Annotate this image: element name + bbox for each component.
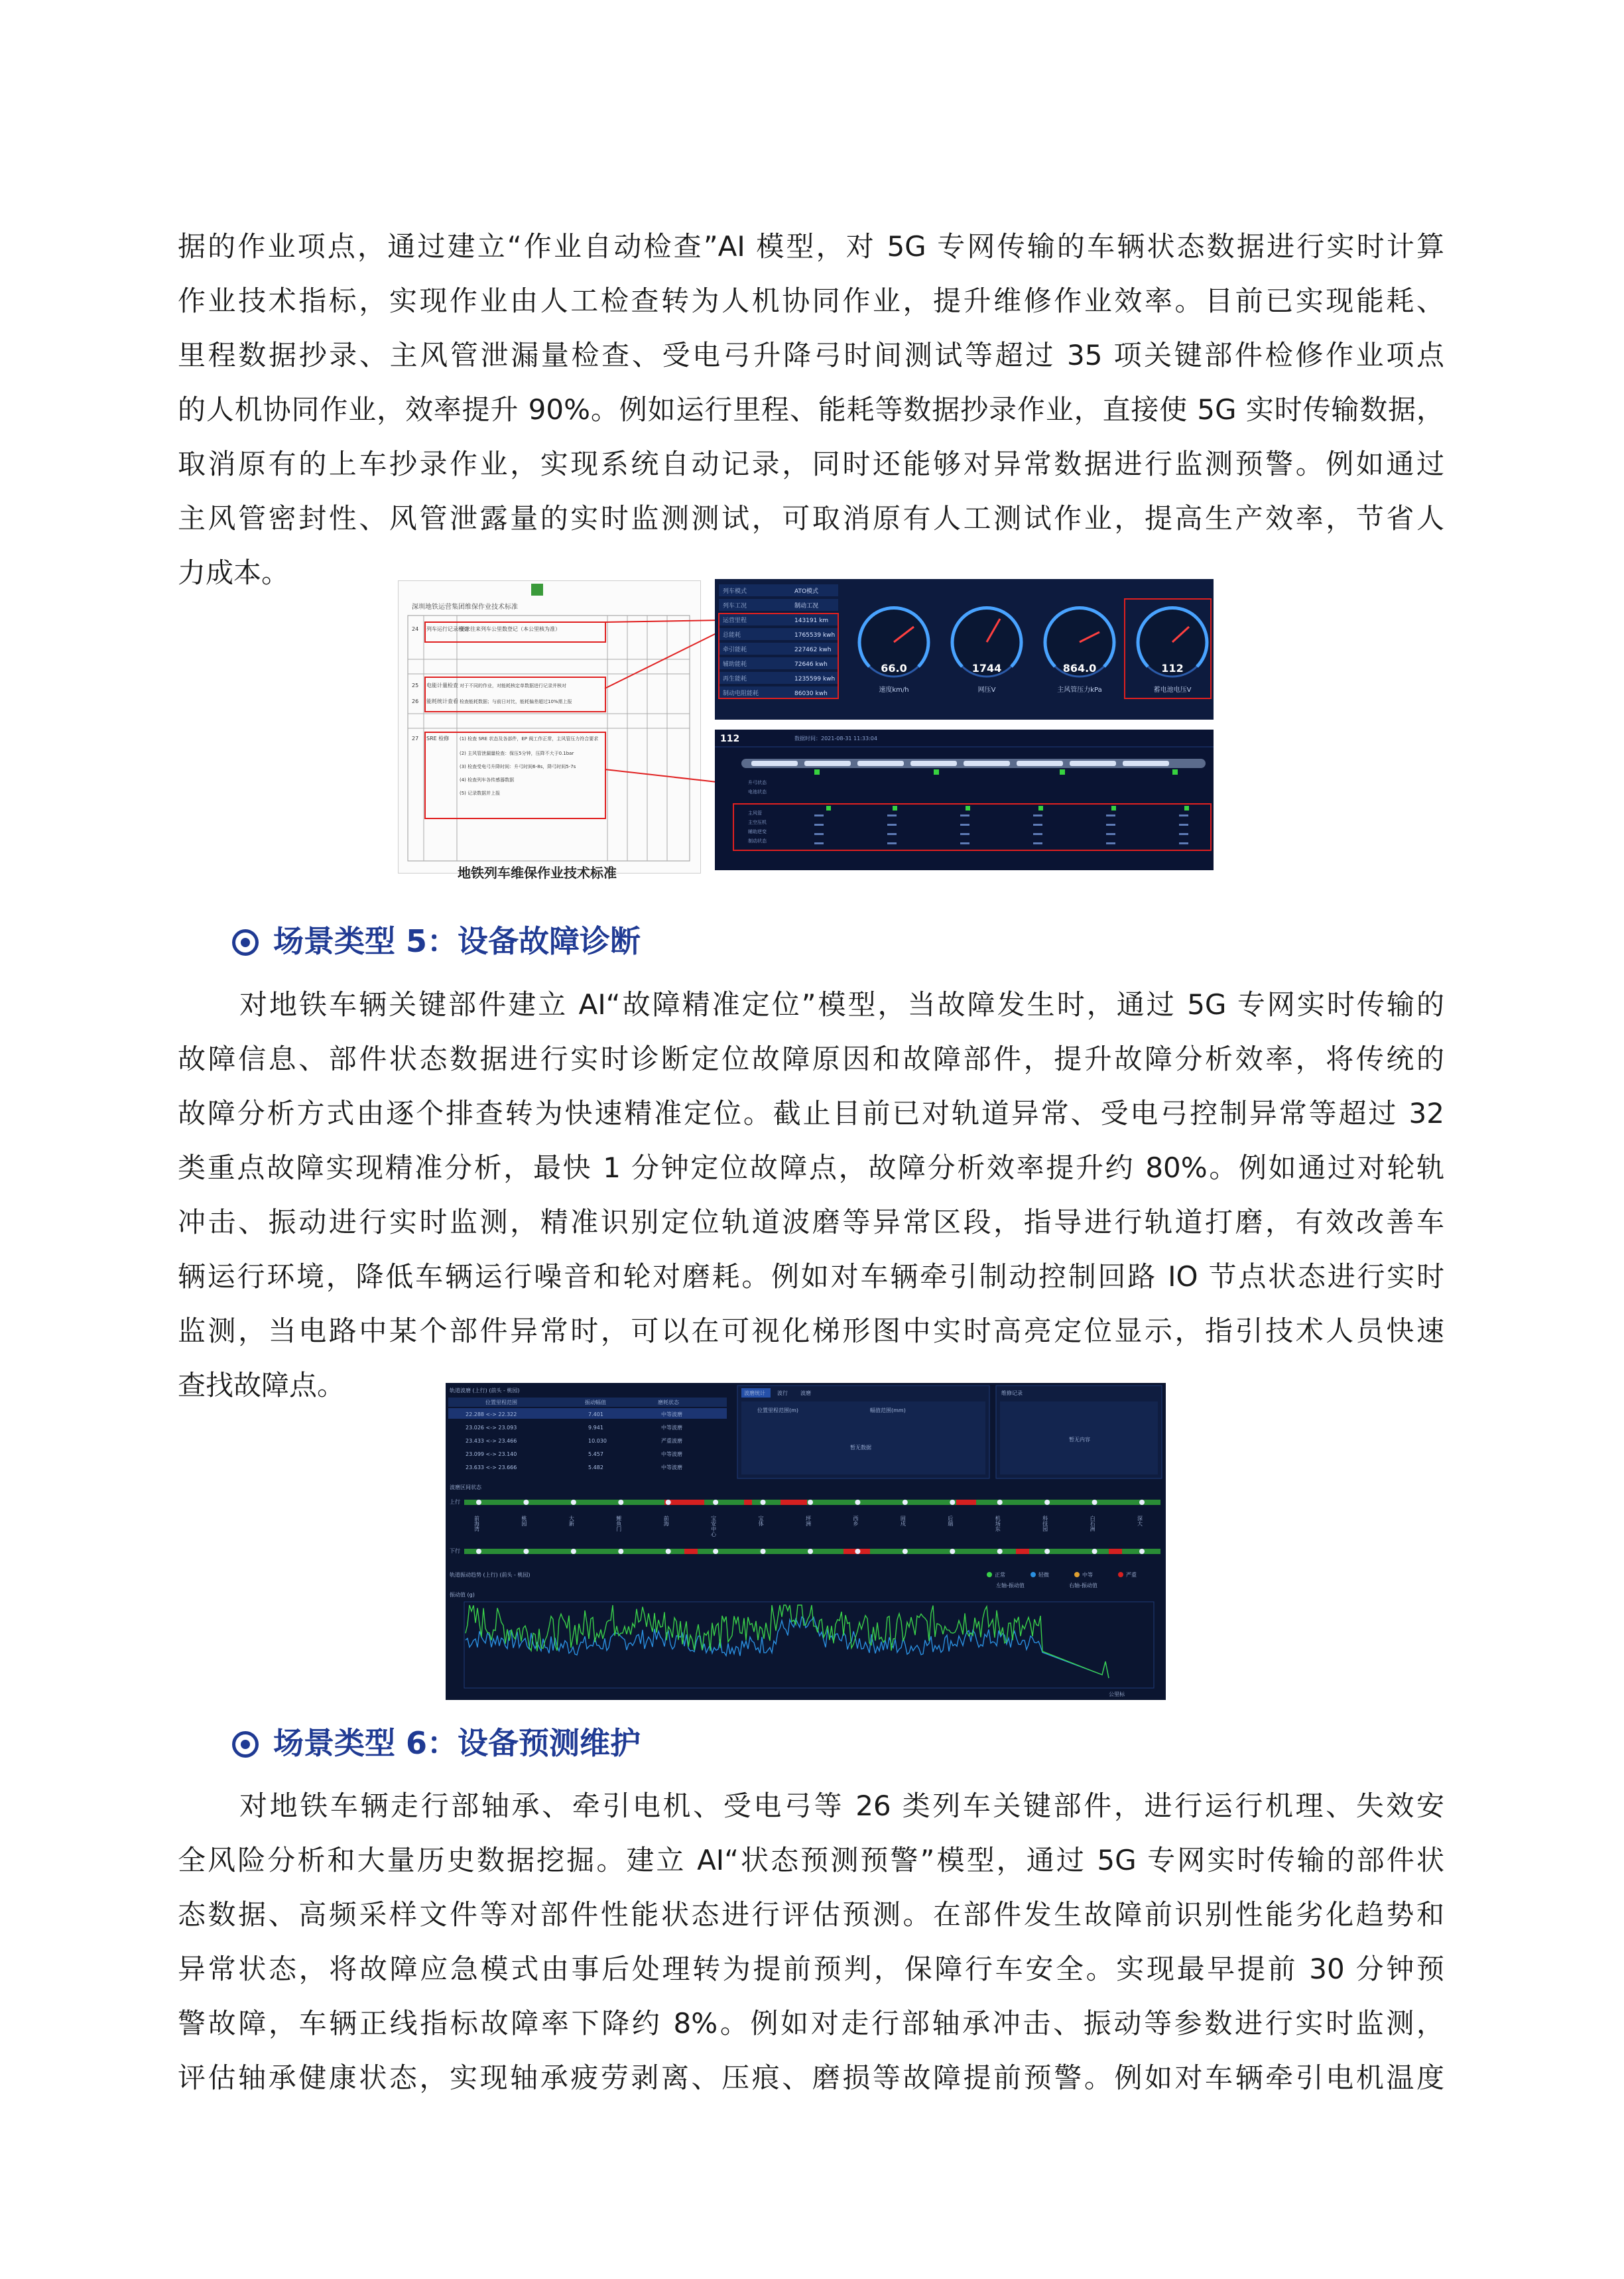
svg-text:要求往来列车公里数登记（本公里核为准）: 要求往来列车公里数登记（本公里核为准） — [460, 626, 560, 632]
svg-text:26: 26 — [412, 698, 419, 704]
series-legend-label: 左轴-振动值 — [996, 1583, 1025, 1589]
svg-text:电池状态: 电池状态 — [748, 789, 767, 795]
svg-text:25: 25 — [412, 683, 419, 688]
paragraph-line: 取消原有的上车抄录作业，实现系统自动记录，同时还能够对异常数据进行监测预警。例如通过 — [178, 448, 1444, 480]
paragraph-line: 力成本。 — [178, 556, 290, 589]
paragraph-line: 据的作业项点，通过建立“作业自动检查”AI 模型，对 5G 专网传输的车辆状态数据进行实时计算 — [178, 230, 1444, 263]
svg-text:864.0: 864.0 — [1062, 662, 1097, 675]
svg-text:暂无内容: 暂无内容 — [1069, 1437, 1090, 1443]
svg-text:幅值范围(mm): 幅值范围(mm) — [870, 1407, 906, 1413]
station-label: 白石洲 — [1090, 1516, 1096, 1531]
highlight-box — [425, 732, 605, 818]
station-dot — [950, 1500, 955, 1505]
svg-text:对于不同的作业，对能耗核定单数据进行记录并核对: 对于不同的作业，对能耗核定单数据进行记录并核对 — [460, 683, 566, 688]
svg-text:22.288 <-> 22.322: 22.288 <-> 22.322 — [466, 1411, 517, 1417]
station-dot — [855, 1549, 860, 1554]
svg-text:振动幅值: 振动幅值 — [585, 1400, 606, 1405]
svg-text:主风管: 主风管 — [748, 811, 762, 816]
svg-text:中等波磨: 中等波磨 — [661, 1411, 682, 1417]
station-dot — [1044, 1549, 1050, 1554]
svg-text:振动值 (g): 振动值 (g) — [450, 1592, 475, 1598]
paragraph-line: 里程数据抄录、主风管泄漏量检查、受电弓升降弓时间测试等超过 35 项关键部件检修作业项点 — [178, 339, 1444, 371]
svg-text:速度km/h: 速度km/h — [879, 686, 909, 694]
station-label: 鲤鱼门 — [615, 1516, 622, 1531]
paragraph-line: 主风管密封性、风管泄露量的实时监测测试，可取消原有人工测试作业，提高生产效率，节省人 — [178, 502, 1444, 535]
legend-marker — [987, 1572, 992, 1577]
svg-text:上行: 上行 — [450, 1499, 460, 1505]
station-dot — [523, 1549, 529, 1554]
panel-title: 轨道波磨 (上行) (前头 - 桃园) — [450, 1388, 520, 1394]
svg-text:列车模式: 列车模式 — [723, 588, 747, 595]
svg-text:(3) 检查受电弓升降时间：升弓时间6-8s，降弓时间5-7: (3) 检查受电弓升降时间：升弓时间6-8s，降弓时间5-7s — [460, 764, 576, 769]
logo-icon — [531, 584, 543, 596]
svg-text:27: 27 — [412, 736, 419, 742]
station-label: 科技园 — [1042, 1516, 1048, 1531]
station-dot — [571, 1549, 576, 1554]
paragraph-line: 查找故障点。 — [178, 1369, 345, 1401]
svg-text:主空压机: 主空压机 — [748, 820, 767, 825]
paragraph-line: 态数据、高频采样文件等对部件性能状态进行评估预测。在部件发生故障前识别性能劣化趋势和 — [178, 1898, 1444, 1931]
svg-text:1765539 kwh: 1765539 kwh — [794, 632, 836, 639]
svg-text:(1) 检查 SRE 状态及各部件，EP 阀工作正常，主风管: (1) 检查 SRE 状态及各部件，EP 阀工作正常，主风管压力符合要求 — [460, 736, 599, 742]
svg-text:网压V: 网压V — [977, 686, 996, 694]
paragraph-1 — [178, 220, 1444, 600]
section-heading-5: 场景类型 5：设备故障诊断 — [232, 917, 641, 961]
legend-label: 轻微 — [1038, 1572, 1049, 1578]
series-legend-label: 右轴-振动值 — [1069, 1583, 1097, 1589]
svg-text:143191 km: 143191 km — [794, 618, 829, 624]
svg-text:86030 kwh: 86030 kwh — [794, 690, 828, 697]
station-dot — [808, 1549, 813, 1554]
svg-text:SRE 检修: SRE 检修 — [426, 736, 450, 742]
bullet-icon — [232, 929, 259, 956]
station-dot — [571, 1500, 576, 1505]
station-dot — [903, 1500, 908, 1505]
svg-text:辅助逆变: 辅助逆变 — [748, 829, 767, 834]
svg-text:主风管压力kPa: 主风管压力kPa — [1057, 686, 1102, 694]
highlight-box — [425, 622, 605, 642]
svg-text:中等波磨: 中等波磨 — [661, 1465, 682, 1470]
svg-text:辅助能耗: 辅助能耗 — [723, 661, 747, 668]
svg-text:23.633 <-> 23.666: 23.633 <-> 23.666 — [466, 1465, 517, 1470]
paragraph-line: 全风险分析和大量历史数据挖掘。建立 AI“状态预测预警”模型，通过 5G 专网实时传输的部件状 — [178, 1844, 1444, 1876]
legend-marker — [1031, 1572, 1036, 1577]
paragraph-line: 评估轴承健康状态，实现轴承疲劳剥离、压痕、磨损等故障提前预警。例如对车辆牵引电机温度 — [178, 2061, 1444, 2094]
station-dot — [618, 1500, 623, 1505]
station-dot — [618, 1549, 623, 1554]
svg-text:中等波磨: 中等波磨 — [661, 1451, 682, 1457]
svg-text:23.433 <-> 23.466: 23.433 <-> 23.466 — [466, 1438, 517, 1444]
train-number: 112 — [720, 734, 740, 744]
station-label: 前海 — [663, 1516, 670, 1526]
svg-text:升弓状态: 升弓状态 — [748, 780, 767, 785]
data-timestamp: 数据时间：2021-08-31 11:33:04 — [794, 736, 877, 742]
svg-text:检查能耗数据；与前日对比，能耗偏差超过10%需上报: 检查能耗数据；与前日对比，能耗偏差超过10%需上报 — [460, 699, 572, 704]
station-label: 宝安中心 — [710, 1516, 717, 1537]
svg-text:制动工况: 制动工况 — [794, 603, 819, 610]
station-dot — [1092, 1549, 1097, 1554]
svg-text:7.401: 7.401 — [588, 1411, 603, 1417]
station-dot — [666, 1500, 671, 1505]
station-label: 深大 — [1137, 1516, 1143, 1526]
station-label: 后瑞 — [947, 1516, 954, 1526]
doc-title: 深圳地铁运营集团维保作业技术标准 — [412, 604, 518, 611]
station-label: 机场东 — [995, 1516, 1001, 1531]
svg-text:5.457: 5.457 — [588, 1451, 603, 1457]
legend-marker — [1074, 1572, 1080, 1577]
svg-text:位置里程范围(m): 位置里程范围(m) — [757, 1407, 799, 1413]
svg-text:1235599 kwh: 1235599 kwh — [794, 676, 836, 683]
station-dot — [666, 1549, 671, 1554]
station-dot — [713, 1500, 718, 1505]
chart-title: 轨道振动趋势 (上行) (前头 - 桃园) — [450, 1572, 531, 1578]
station-dot — [1139, 1500, 1145, 1505]
paragraph-line: 故障分析方式由逐个排查转为快速精准定位。截止目前已对轨道异常、受电弓控制异常等超过 32 — [178, 1097, 1444, 1130]
paragraph-line: 作业技术指标，实现作业由人工检查转为人机协同作业，提升维修作业效率。目前已实现能耗、 — [178, 285, 1444, 317]
legend-marker — [1118, 1572, 1123, 1577]
station-dot — [1139, 1549, 1145, 1554]
tab-wave[interactable]: 波行 — [777, 1390, 788, 1396]
station-label: 固戍 — [900, 1516, 906, 1526]
svg-text:5.482: 5.482 — [588, 1465, 603, 1470]
svg-text:暂无数据: 暂无数据 — [850, 1445, 871, 1451]
paragraph-3 — [178, 1779, 1444, 2105]
paragraph-line: 对地铁车辆关键部件建立 AI“故障精准定位”模型，当故障发生时，通过 5G 专网实时传输的 — [239, 988, 1444, 1021]
paragraph-line: 故障信息、部件状态数据进行实时诊断定位故障原因和故障部件，提升故障分析效率，将传统的 — [178, 1043, 1444, 1075]
station-label: 西乡 — [852, 1516, 859, 1526]
legend-label: 严重 — [1126, 1572, 1137, 1578]
svg-text:牵引能耗: 牵引能耗 — [723, 647, 747, 653]
svg-text:ATO模式: ATO模式 — [794, 588, 819, 595]
legend-label: 中等 — [1082, 1572, 1093, 1578]
station-dot — [523, 1500, 529, 1505]
figure-caption: 地铁列车维保作业技术标准 — [458, 865, 617, 881]
svg-text:维修记录: 维修记录 — [1001, 1390, 1023, 1396]
station-label: 前海湾 — [473, 1516, 480, 1531]
svg-text:列车工况: 列车工况 — [723, 603, 747, 610]
svg-text:66.0: 66.0 — [881, 662, 907, 675]
station-dot — [855, 1500, 860, 1505]
svg-text:中等波磨: 中等波磨 — [661, 1425, 682, 1431]
svg-text:制动电阻能耗: 制动电阻能耗 — [723, 690, 759, 697]
station-label: 宝体 — [758, 1516, 765, 1526]
station-dot — [1044, 1500, 1050, 1505]
paragraph-line: 的人机协同作业，效率提升 90%。例如运行里程、能耗等数据抄录作业，直接使 5G 实时传输数据， — [178, 393, 1444, 426]
svg-text:227462 kwh: 227462 kwh — [794, 647, 832, 653]
section-heading-6: 场景类型 6：设备预测维护 — [232, 1719, 641, 1763]
svg-text:磨耗状态: 磨耗状态 — [658, 1400, 679, 1405]
paragraph-line: 监测，当电路中某个部件异常时，可以在可视化梯形图中实时高亮定位显示，指引技术人员快速 — [178, 1315, 1444, 1347]
svg-text:23.099 <-> 23.140: 23.099 <-> 23.140 — [466, 1451, 517, 1457]
paragraph-line: 对地铁车辆走行部轴承、牵引电机、受电弓等 26 类列车关键部件，进行运行机理、失效安 — [239, 1790, 1444, 1822]
svg-text:列车运行记录检查: 列车运行记录检查 — [426, 626, 469, 632]
svg-text:下行: 下行 — [450, 1548, 460, 1554]
station-dot — [903, 1549, 908, 1554]
station-dot — [997, 1549, 1003, 1554]
station-dot — [808, 1500, 813, 1505]
station-dot — [950, 1549, 955, 1554]
paragraph-line: 异常状态，将故障应急模式由事后处理转为提前预判，保障行车安全。实现最早提前 30 分钟预 — [178, 1953, 1444, 1985]
svg-text:23.026 <-> 23.093: 23.026 <-> 23.093 — [466, 1425, 517, 1431]
bullet-icon — [232, 1731, 259, 1758]
track-corrugation-dashboard — [446, 1383, 1166, 1700]
paragraph-line: 辆运行环境，降低车辆运行噪音和轮对磨耗。例如对车辆牵引制动控制回路 IO 节点状态进行实时 — [178, 1260, 1444, 1293]
svg-text:9.941: 9.941 — [588, 1425, 603, 1431]
svg-text:位置里程范围: 位置里程范围 — [485, 1400, 517, 1405]
svg-text:严重波磨: 严重波磨 — [661, 1438, 682, 1444]
svg-text:波磨统计: 波磨统计 — [744, 1390, 765, 1396]
svg-text:(5) 记录数据并上报: (5) 记录数据并上报 — [460, 791, 501, 796]
svg-text:再生能耗: 再生能耗 — [723, 676, 747, 683]
station-dot — [761, 1500, 766, 1505]
tab-corrugation[interactable]: 波磨 — [800, 1390, 811, 1396]
station-label: 大新 — [568, 1516, 575, 1526]
svg-text:电能计量检查: 电能计量检查 — [426, 683, 458, 688]
svg-text:(2) 主风管泄漏量检查：保压5分钟，压降不大于0.1bar: (2) 主风管泄漏量检查：保压5分钟，压降不大于0.1bar — [460, 751, 574, 756]
connector-lines — [597, 617, 729, 816]
legend-label: 正常 — [995, 1572, 1005, 1578]
svg-text:公里标: 公里标 — [1109, 1691, 1125, 1697]
station-dot — [713, 1549, 718, 1554]
paragraph-line: 警故障，车辆正线指标故障率下降约 8%。例如对走行部轴承冲击、振动等参数进行实时监测， — [178, 2007, 1444, 2040]
paragraph-2 — [178, 978, 1444, 1413]
paragraph-line: 冲击、振动进行实时监测，精准识别定位轨道波磨等异常区段，指导进行轨道打磨，有效改善车 — [178, 1206, 1444, 1238]
track-status-title: 波磨区间状态 — [450, 1484, 481, 1490]
station-dot — [1092, 1500, 1097, 1505]
station-label: 桃园 — [521, 1516, 527, 1526]
train-car-status-panel — [715, 730, 1214, 870]
svg-text:10.030: 10.030 — [588, 1438, 607, 1444]
svg-text:运营里程: 运营里程 — [723, 618, 747, 624]
paragraph-line: 类重点故障实现精准分析，最快 1 分钟定位故障点，故障分析效率提升约 80%。例如通过对轮轨 — [178, 1151, 1444, 1184]
train-status-dashboard — [715, 579, 1214, 720]
svg-text:(4) 检查列车各传感器数据: (4) 检查列车各传感器数据 — [460, 777, 515, 783]
svg-text:72646 kwh: 72646 kwh — [794, 661, 828, 668]
svg-text:112: 112 — [1161, 662, 1184, 675]
station-dot — [476, 1500, 481, 1505]
station-dot — [476, 1549, 481, 1554]
station-label: 坪洲 — [805, 1516, 812, 1526]
svg-text:总能耗: 总能耗 — [723, 632, 741, 639]
svg-text:1744: 1744 — [971, 662, 1002, 675]
station-dot — [997, 1500, 1003, 1505]
svg-text:24: 24 — [412, 626, 419, 632]
svg-text:能耗统计查看: 能耗统计查看 — [426, 698, 458, 704]
svg-text:制动状态: 制动状态 — [748, 838, 767, 844]
station-dot — [761, 1549, 766, 1554]
svg-text:蓄电池电压V: 蓄电池电压V — [1153, 686, 1192, 694]
